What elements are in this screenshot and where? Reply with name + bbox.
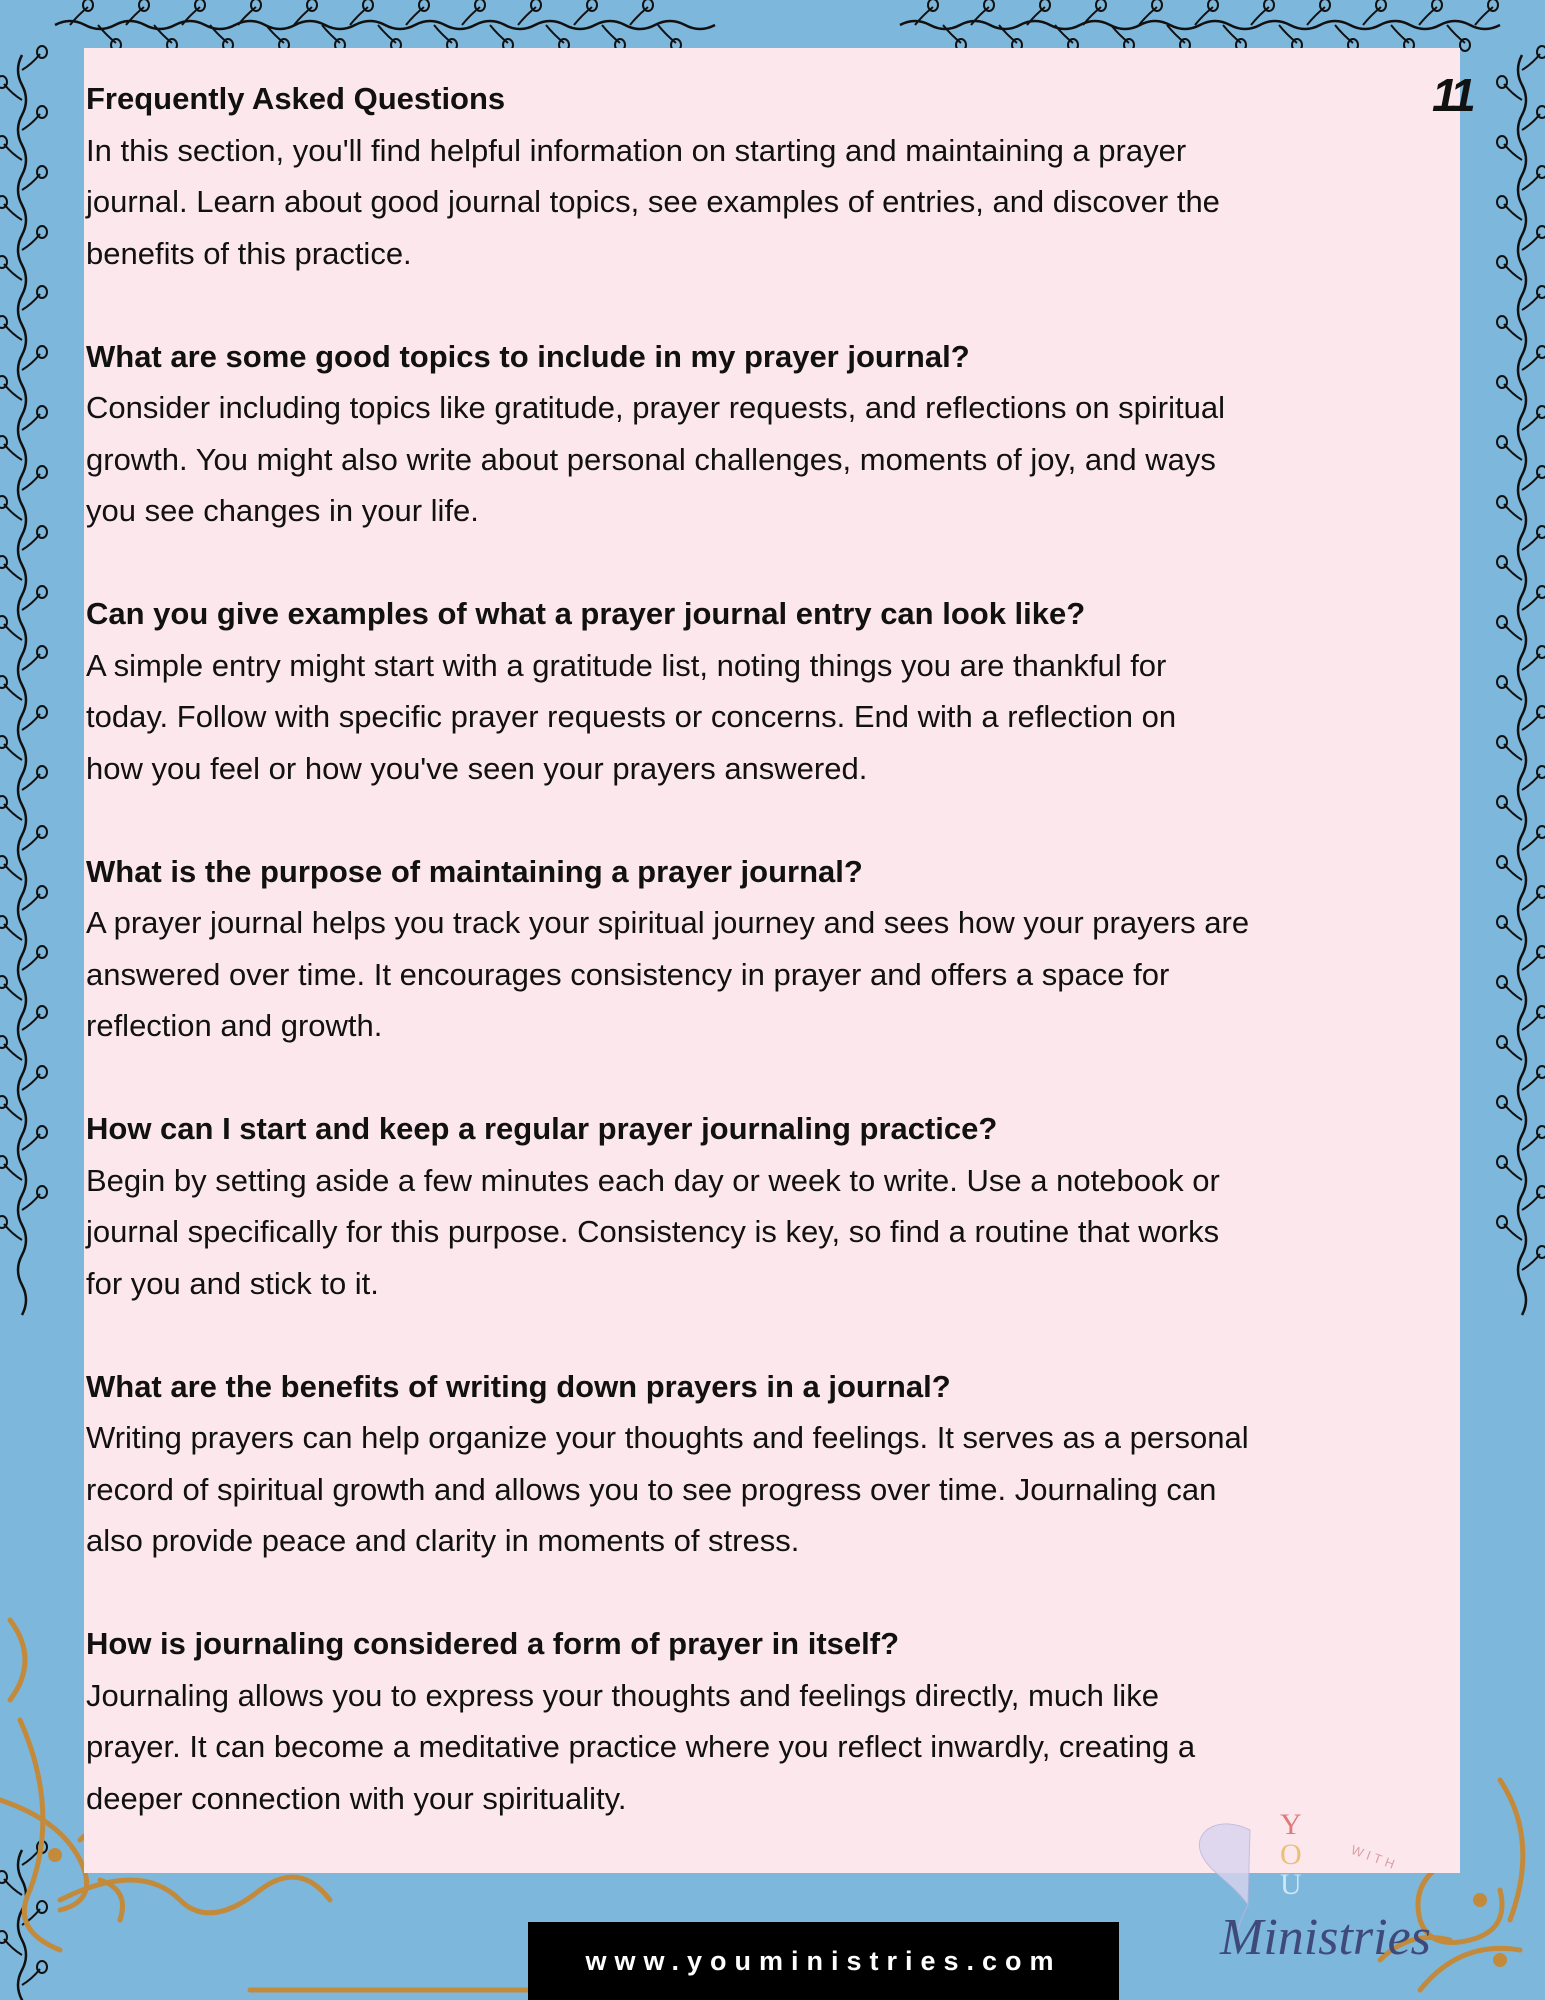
vine-twig [1504,1224,1522,1240]
vine-bud [531,0,541,11]
vine-twig [4,504,22,520]
vine-twig [22,954,40,970]
faq-item [86,331,1426,537]
vine-twig [943,25,961,43]
vine-bud [1497,196,1507,208]
vine-bud [0,1931,7,1943]
faq-answer-line: Begin by setting aside a few minutes each day or week to write. Use a notebook or [86,1162,1220,1198]
vine-twig [1391,25,1409,43]
vine-bud [1497,1216,1507,1228]
vine-twig [126,7,144,25]
vine-twig [1522,594,1540,610]
vine-twig [1363,7,1381,25]
vine-bud [0,856,7,868]
faq-answer-line: A prayer journal helps you track your spiritual journey and sees how your prayers are [86,905,1250,940]
vine-twig [4,1224,22,1240]
faq-answer-line: today. Follow with specific prayer requests or concerns. End with a reflection on [86,699,1177,734]
vine-twig [4,864,22,880]
faq-question: How can I start and keep a regular prayer journaling practice? [86,1111,998,1146]
vine-stem [1518,55,1526,1315]
faq-answer-line: Writing prayers can help organize your thoughts and feelings. It serves as a personal [86,1420,1249,1455]
logo-letter: Y [1280,1808,1302,1841]
faq-item [86,1103,1426,1309]
vine-twig [1522,174,1540,190]
vine-twig [154,25,172,43]
vine-bud [37,706,47,718]
vine-twig [4,384,22,400]
vine-twig [4,204,22,220]
vine-bud [1497,1156,1507,1168]
vine-bud [0,496,7,508]
intro-line: In this section, you'll find helpful information on starting and maintaining a prayer [86,132,1187,168]
vine-twig [1504,204,1522,220]
vine-twig [182,7,200,25]
vine-bud [0,1216,7,1228]
vine-bud [0,196,7,208]
vine-bud [1497,556,1507,568]
vine-bud [1497,256,1507,268]
vine-twig [1522,1014,1540,1030]
vine-bud [37,1066,47,1078]
vine-bud [1537,646,1545,658]
vine-bud [37,1006,47,1018]
vine-bud [1497,1036,1507,1048]
vine-bud [1537,526,1545,538]
vine-bud [1460,39,1470,51]
vine-bud [1497,796,1507,808]
vine-twig [22,894,40,910]
vine-twig [1504,324,1522,340]
vine-bud [984,0,994,11]
vine-bud [1497,1096,1507,1108]
faq-answer-line: for you and stick to it. [86,1265,379,1301]
vine-twig [1522,954,1540,970]
page-title: Frequently Asked Questions [86,81,506,116]
vine-twig [462,7,480,25]
vine-bud [1497,136,1507,148]
vine-twig [915,7,933,25]
vine-twig [4,144,22,160]
vine-bud [1537,826,1545,838]
vine-bud [37,1841,47,1853]
vine-twig [1279,25,1297,43]
vine-bud [1537,946,1545,958]
gold-swirl [10,1620,60,1950]
vine-bud [37,1126,47,1138]
vine-bud [0,1096,7,1108]
vine-twig [1475,7,1493,25]
vine-bud [0,976,7,988]
vine-bud [37,586,47,598]
vine-twig [4,1044,22,1060]
vine-bud [37,46,47,58]
vine-twig [70,7,88,25]
vine-twig [22,1849,40,1865]
vine-twig [1522,1134,1540,1150]
vine-twig [574,7,592,25]
vine-bud [1497,436,1507,448]
vine-twig [4,744,22,760]
logo-script: Ministries [1220,1909,1431,1966]
vine-twig [22,1014,40,1030]
vine-twig [1167,25,1185,43]
vine-bud [37,1186,47,1198]
vine-bud [1537,466,1545,478]
logo-arc-text: WITH [1349,1842,1401,1873]
vine-twig [1522,234,1540,250]
vine-bud [0,136,7,148]
vine-twig [22,294,40,310]
vine-twig [22,414,40,430]
vine-bud [37,886,47,898]
vine-bud [1497,916,1507,928]
vine-bud [0,436,7,448]
vine-twig [22,1194,40,1210]
gold-dot [48,1848,62,1862]
vine-twig [1139,7,1157,25]
vine-twig [22,774,40,790]
vine-twig [4,1939,22,1955]
vine-bud [139,0,149,11]
vine-twig [238,7,256,25]
vine-bud [1320,0,1330,11]
vine-twig [1522,294,1540,310]
vine-twig [406,7,424,25]
vine-bud [37,1901,47,1913]
vine-bud [1537,226,1545,238]
vine-bud [307,0,317,11]
vine-twig [434,25,452,43]
logo-letter: O [1280,1838,1302,1871]
vine-twig [1504,924,1522,940]
vine-twig [22,714,40,730]
vine-twig [1504,144,1522,160]
vine-bud [1537,406,1545,418]
vine-twig [22,354,40,370]
vine-twig [1083,7,1101,25]
vine-stem [900,21,1500,29]
vine-twig [22,174,40,190]
vine-twig [1251,7,1269,25]
page-number: 11 [1432,69,1472,121]
vine-twig [1504,1164,1522,1180]
vine-bud [0,256,7,268]
faq-answer-line: A simple entry might start with a gratitude list, noting things you are thankful for [86,647,1167,683]
you-ministries-logo [1180,1810,1480,2000]
vine-bud [37,106,47,118]
vine-twig [1335,25,1353,43]
vine-bud [643,0,653,11]
vine-twig [1522,654,1540,670]
vine-bud [1537,1006,1545,1018]
vine-twig [22,114,40,130]
faq-question: What are some good topics to include in my prayer journal? [86,338,970,374]
intro-line: benefits of this practice. [86,235,412,271]
vine-twig [1522,1194,1540,1210]
vine-twig [4,1164,22,1180]
vine-twig [266,25,284,43]
vine-twig [22,234,40,250]
vine-twig [971,7,989,25]
vine-bud [0,616,7,628]
vine-twig [4,924,22,940]
vine-twig [22,654,40,670]
vine-twig [1195,7,1213,25]
vine-twig [1504,624,1522,640]
faq-answer-line: reflection and growth. [86,1008,383,1043]
vine-bud [928,0,938,11]
vine-bud [1208,0,1218,11]
vine-bud [37,646,47,658]
vine-bud [1537,106,1545,118]
faq-answer-line: you see changes in your life. [86,493,479,528]
vine-twig [22,1969,40,1985]
vine-twig [658,25,676,43]
vine-twig [1504,564,1522,580]
faq-answer-line: answered over time. It encourages consistency in prayer and offers a space for [86,956,1170,992]
vine-bud [0,1036,7,1048]
vine-twig [4,984,22,1000]
vine-bud [37,1961,47,1973]
vine-bud [1497,376,1507,388]
vine-twig [490,25,508,43]
vine-twig [1307,7,1325,25]
vine-twig [1522,54,1540,70]
vine-twig [1504,744,1522,760]
vine-bud [1537,1186,1545,1198]
vine-twig [1504,264,1522,280]
vine-bud [419,0,429,11]
vine-bud [1497,316,1507,328]
vine-twig [999,25,1017,43]
vine-bud [1537,586,1545,598]
vine-twig [4,84,22,100]
vine-twig [1522,354,1540,370]
vine-bud [1537,1126,1545,1138]
vine-twig [4,624,22,640]
vine-twig [1504,384,1522,400]
vine-twig [1522,714,1540,730]
logo-letter: U [1280,1868,1302,1901]
vine-twig [1419,7,1437,25]
vine-bud [1537,1246,1545,1258]
faq-answer-line: Consider including topics like gratitude, prayer requests, and reflections on spiritual [86,390,1225,425]
faq-answer-line: growth. You might also write about personal challenges, moments of joy, and ways [86,441,1216,477]
vine-bud [37,526,47,538]
website-url-banner[interactable]: www.youministries.com [528,1922,1119,2000]
faq-question: Can you give examples of what a prayer journal entry can look like? [86,596,1086,631]
vine-bud [195,0,205,11]
vine-twig [602,25,620,43]
vine-twig [98,25,116,43]
vine-twig [350,7,368,25]
vine-bud [37,286,47,298]
vine-twig [378,25,396,43]
intro-section [86,73,1426,279]
vine-bud [37,946,47,958]
vine-bud [37,466,47,478]
vine-bud [1537,46,1545,58]
vine-bud [1537,166,1545,178]
vine-twig [4,804,22,820]
vine-twig [1522,834,1540,850]
vine-twig [1504,1104,1522,1120]
vine-bud [0,796,7,808]
vine-bud [37,766,47,778]
faq-item [86,588,1426,794]
vine-twig [1504,1044,1522,1060]
vine-bud [1537,886,1545,898]
vine-twig [1504,444,1522,460]
vine-bud [1537,1066,1545,1078]
vine-bud [1537,286,1545,298]
vine-twig [1111,25,1129,43]
vine-twig [210,25,228,43]
vine-bud [1488,0,1498,11]
faq-item [86,1618,1426,1824]
vine-bud [1497,856,1507,868]
vine-twig [1223,25,1241,43]
faq-answer-line: Journaling allows you to express your thoughts and feelings directly, much like [86,1677,1159,1713]
vine-twig [4,444,22,460]
vine-bud [475,0,485,11]
vine-twig [22,1074,40,1090]
vine-twig [1522,894,1540,910]
faq-answer-line: also provide peace and clarity in moments of stress. [86,1523,800,1558]
vine-twig [1504,804,1522,820]
vine-twig [4,684,22,700]
vine-bud [1096,0,1106,11]
vine-twig [1504,984,1522,1000]
vine-twig [294,7,312,25]
vine-twig [22,474,40,490]
vine-bud [0,916,7,928]
vine-bud [0,736,7,748]
faq-item [86,846,1426,1052]
vine-bud [0,556,7,568]
vine-bud [1040,0,1050,11]
faq-content [86,73,1426,1876]
vine-twig [22,834,40,850]
faq-answer-line: deeper connection with your spirituality. [86,1780,627,1816]
faq-answer-line: how you feel or how you've seen your prayers answered. [86,750,868,786]
vine-twig [4,264,22,280]
vine-bud [251,0,261,11]
vine-bud [0,376,7,388]
vine-twig [518,7,536,25]
faq-question: What are the benefits of writing down prayers in a journal? [86,1368,951,1404]
vine-bud [37,826,47,838]
vine-twig [630,7,648,25]
vine-twig [1522,474,1540,490]
vine-bud [37,346,47,358]
vine-twig [4,1104,22,1120]
vine-bud [0,676,7,688]
vine-bud [83,0,93,11]
vine-twig [22,1909,40,1925]
vine-twig [22,534,40,550]
vine-bud [1497,676,1507,688]
intro-line: journal. Learn about good journal topics, see examples of entries, and discover the [86,184,1220,219]
vine-stem [55,21,715,29]
vine-bud [1497,496,1507,508]
vine-bud [1537,346,1545,358]
vine-bud [37,226,47,238]
vine-bud [0,1156,7,1168]
vine-twig [1504,864,1522,880]
vine-twig [22,594,40,610]
vine-twig [546,25,564,43]
vine-twig [22,54,40,70]
vine-bud [37,406,47,418]
vine-twig [1055,25,1073,43]
faq-item [86,1361,1426,1567]
vine-twig [1522,774,1540,790]
logo-letters [1280,1810,1302,1900]
vine-twig [1522,114,1540,130]
vine-twig [1504,84,1522,100]
vine-bud [1497,736,1507,748]
faq-list [86,331,1426,1825]
vine-bud [1537,766,1545,778]
vine-twig [1027,7,1045,25]
vine-twig [4,1879,22,1895]
faq-answer-line: prayer. It can become a meditative practice where you reflect inwardly, creating a [86,1729,1196,1764]
vine-bud [0,316,7,328]
faq-answer-line: record of spiritual growth and allows you to see progress over time. Journaling can [86,1471,1217,1507]
vine-twig [1522,1074,1540,1090]
vine-bud [1432,0,1442,11]
vine-twig [1504,504,1522,520]
vine-bud [1497,976,1507,988]
vine-twig [22,1134,40,1150]
faq-question: How is journaling considered a form of prayer in itself? [86,1626,900,1661]
vine-stem [18,55,26,1315]
vine-bud [363,0,373,11]
vine-twig [1522,414,1540,430]
vine-bud [1537,706,1545,718]
vine-twig [1504,684,1522,700]
vine-twig [4,564,22,580]
vine-bud [37,166,47,178]
vine-twig [1522,1254,1540,1270]
vine-twig [322,25,340,43]
gold-dot [1493,1953,1507,1967]
vine-bud [1376,0,1386,11]
vine-bud [1497,616,1507,628]
vine-bud [0,76,7,88]
vine-bud [0,1871,7,1883]
vine-bud [587,0,597,11]
faq-question: What is the purpose of maintaining a prayer journal? [86,853,863,889]
vine-twig [4,324,22,340]
faq-answer-line: journal specifically for this purpose. Consistency is key, so find a routine that works [86,1214,1220,1249]
vine-stem [18,1850,26,2000]
vine-bud [1497,76,1507,88]
vine-twig [1447,25,1465,43]
vine-twig [1522,534,1540,550]
vine-bud [1152,0,1162,11]
vine-bud [1264,0,1274,11]
